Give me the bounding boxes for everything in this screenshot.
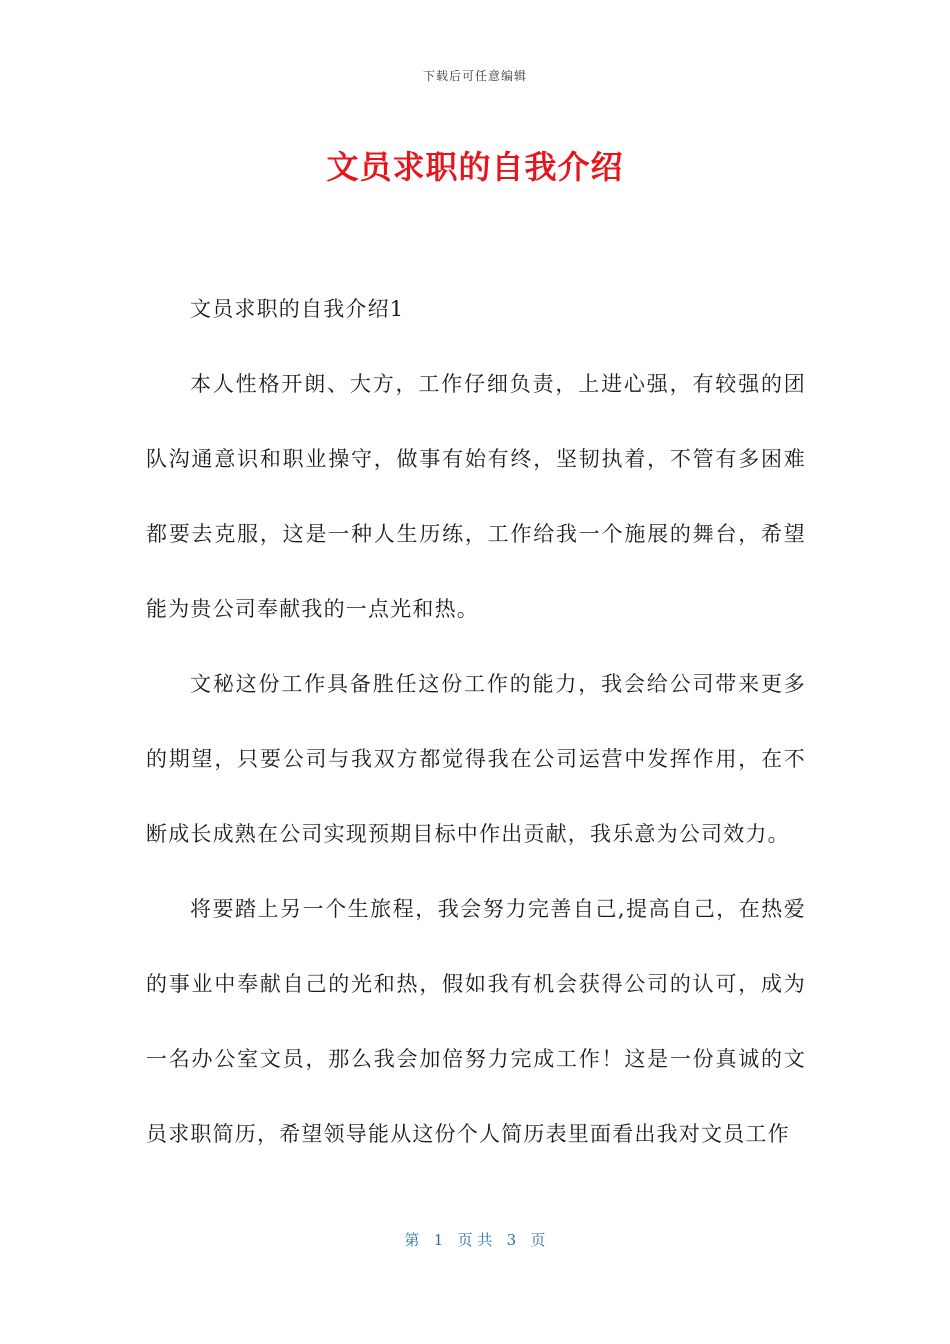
header-note: 下载后可任意编辑: [422, 69, 527, 83]
paragraph-heading: 文员求职的自我介绍1: [190, 297, 405, 321]
document-body: [146, 272, 806, 1172]
paragraph: 将要踏上另一个生旅程，我会努力完善自己,提高自己，在热爱的事业中奉献自己的光和热，假如我有机会获得公司的认可，成为一名办公室文员，那么我会加倍努力完成工作！这是一份真诚的文员求职简历，希望领导能从这份个人简历表里面看出我对文员工作: [146, 897, 806, 1146]
document-title: 文员求职的自我介绍: [326, 148, 624, 186]
paragraph: 本人性格开朗、大方，工作仔细负责，上进心强，有较强的团队沟通意识和职业操守，做事有始有终，坚韧执着，不管有多困难都要去克服，这是一种人生历练，工作给我一个施展的舞台，希望能为贵公司奉献我的一点光和热。: [146, 372, 806, 621]
page-number-footer: 第 1 页 共 3 页: [404, 1231, 546, 1249]
paragraph: 文秘这份工作具备胜任这份工作的能力，我会给公司带来更多的期望，只要公司与我双方都觉得我在公司运营中发挥作用，在不断成长成熟在公司实现预期目标中作出贡献，我乐意为公司效力。: [146, 672, 806, 846]
